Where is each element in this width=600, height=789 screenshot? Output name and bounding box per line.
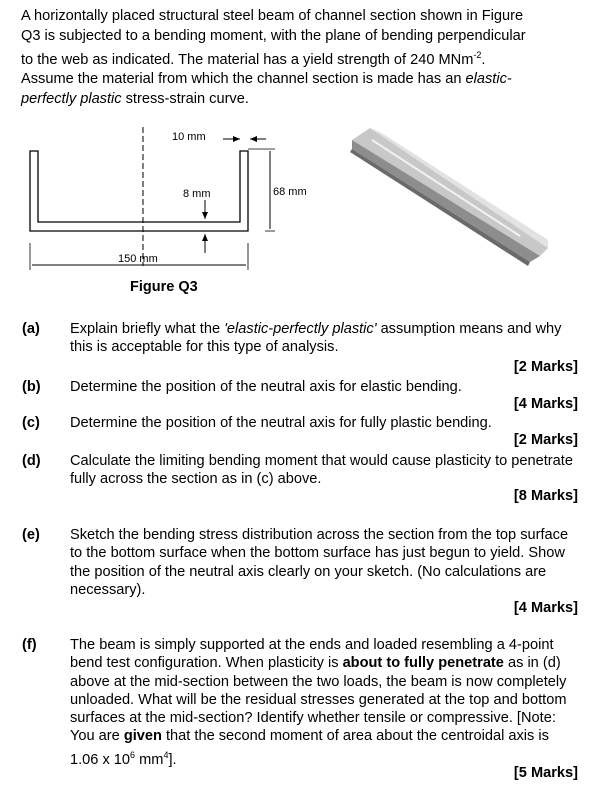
marks-d: [8 Marks] (513, 488, 578, 504)
question-text: The beam is simply supported at the ends and loaded resembling a 4-point bend test configuration. When plasticity is about to fully penetrate as in (d) above at the mid-section between the two loads, the beam is now completely unloaded. What will be the residual stresses generated at the top and bottom surfaces at the mid-section? Identify whether tensile or compressive. [Note: You are given that the second moment of area about the centroidal axis is 1.06 x $10^6$ $mm^4$]. (70, 637, 567, 768)
question-label: (e) (22, 527, 40, 543)
question-label: (b) (22, 379, 41, 395)
dim-top-label: 10 mm (172, 131, 206, 143)
question-label: (d) (22, 453, 41, 469)
question-text: Determine the position of the neutral axis for fully plastic bending. (70, 415, 492, 431)
steel-channel-photo (350, 128, 548, 266)
dim-web-label: 8 mm (183, 188, 211, 200)
question-label: (c) (22, 415, 40, 431)
channel-outline (30, 151, 248, 231)
question-text: Calculate the limiting bending moment that would cause plasticity to penetrate fully across the section as in (c) above. (70, 453, 573, 488)
question-label: (a) (22, 321, 40, 337)
question-label: (f) (22, 637, 37, 653)
intro-line: Q3 is subjected to a bending moment, with the plane of bending perpendicular (21, 27, 526, 44)
dim-height-label: 68 mm (273, 186, 307, 198)
marks-a: [2 Marks] (513, 359, 578, 375)
marks-c: [2 Marks] (513, 432, 578, 448)
intro-line: A horizontally placed structural steel beam of channel section shown in Figure (21, 8, 524, 24)
marks-f: [5 Marks] (513, 765, 578, 781)
marks-b: [4 Marks] (513, 396, 578, 412)
intro-line: Assume the material from which the channel section is made has an elastic- (21, 71, 512, 88)
figure-caption: Figure Q3 (130, 279, 198, 295)
question-text: Determine the position of the neutral axis for elastic bending. (70, 379, 462, 395)
marks-e: [4 Marks] (513, 600, 578, 616)
question-text: Explain briefly what the 'elastic-perfectly plastic' assumption means and why this is acceptable for this type of analysis. (70, 321, 562, 356)
intro-line: to the web as indicated. The material has a yield strength of 240 MNm$^{-2}$. (21, 50, 486, 68)
intro-line: perfectly plastic stress-strain curve. (21, 90, 249, 107)
channel-section-diagram (0, 0, 600, 300)
question-text: Sketch the bending stress distribution across the section from the top surface to the bottom surface when the bottom surface has just begun to yield. Show the position of the neutral axis clearly on your sketch. (No calculations are necessary). (70, 527, 569, 598)
dim-width-label: 150 mm (118, 253, 158, 265)
